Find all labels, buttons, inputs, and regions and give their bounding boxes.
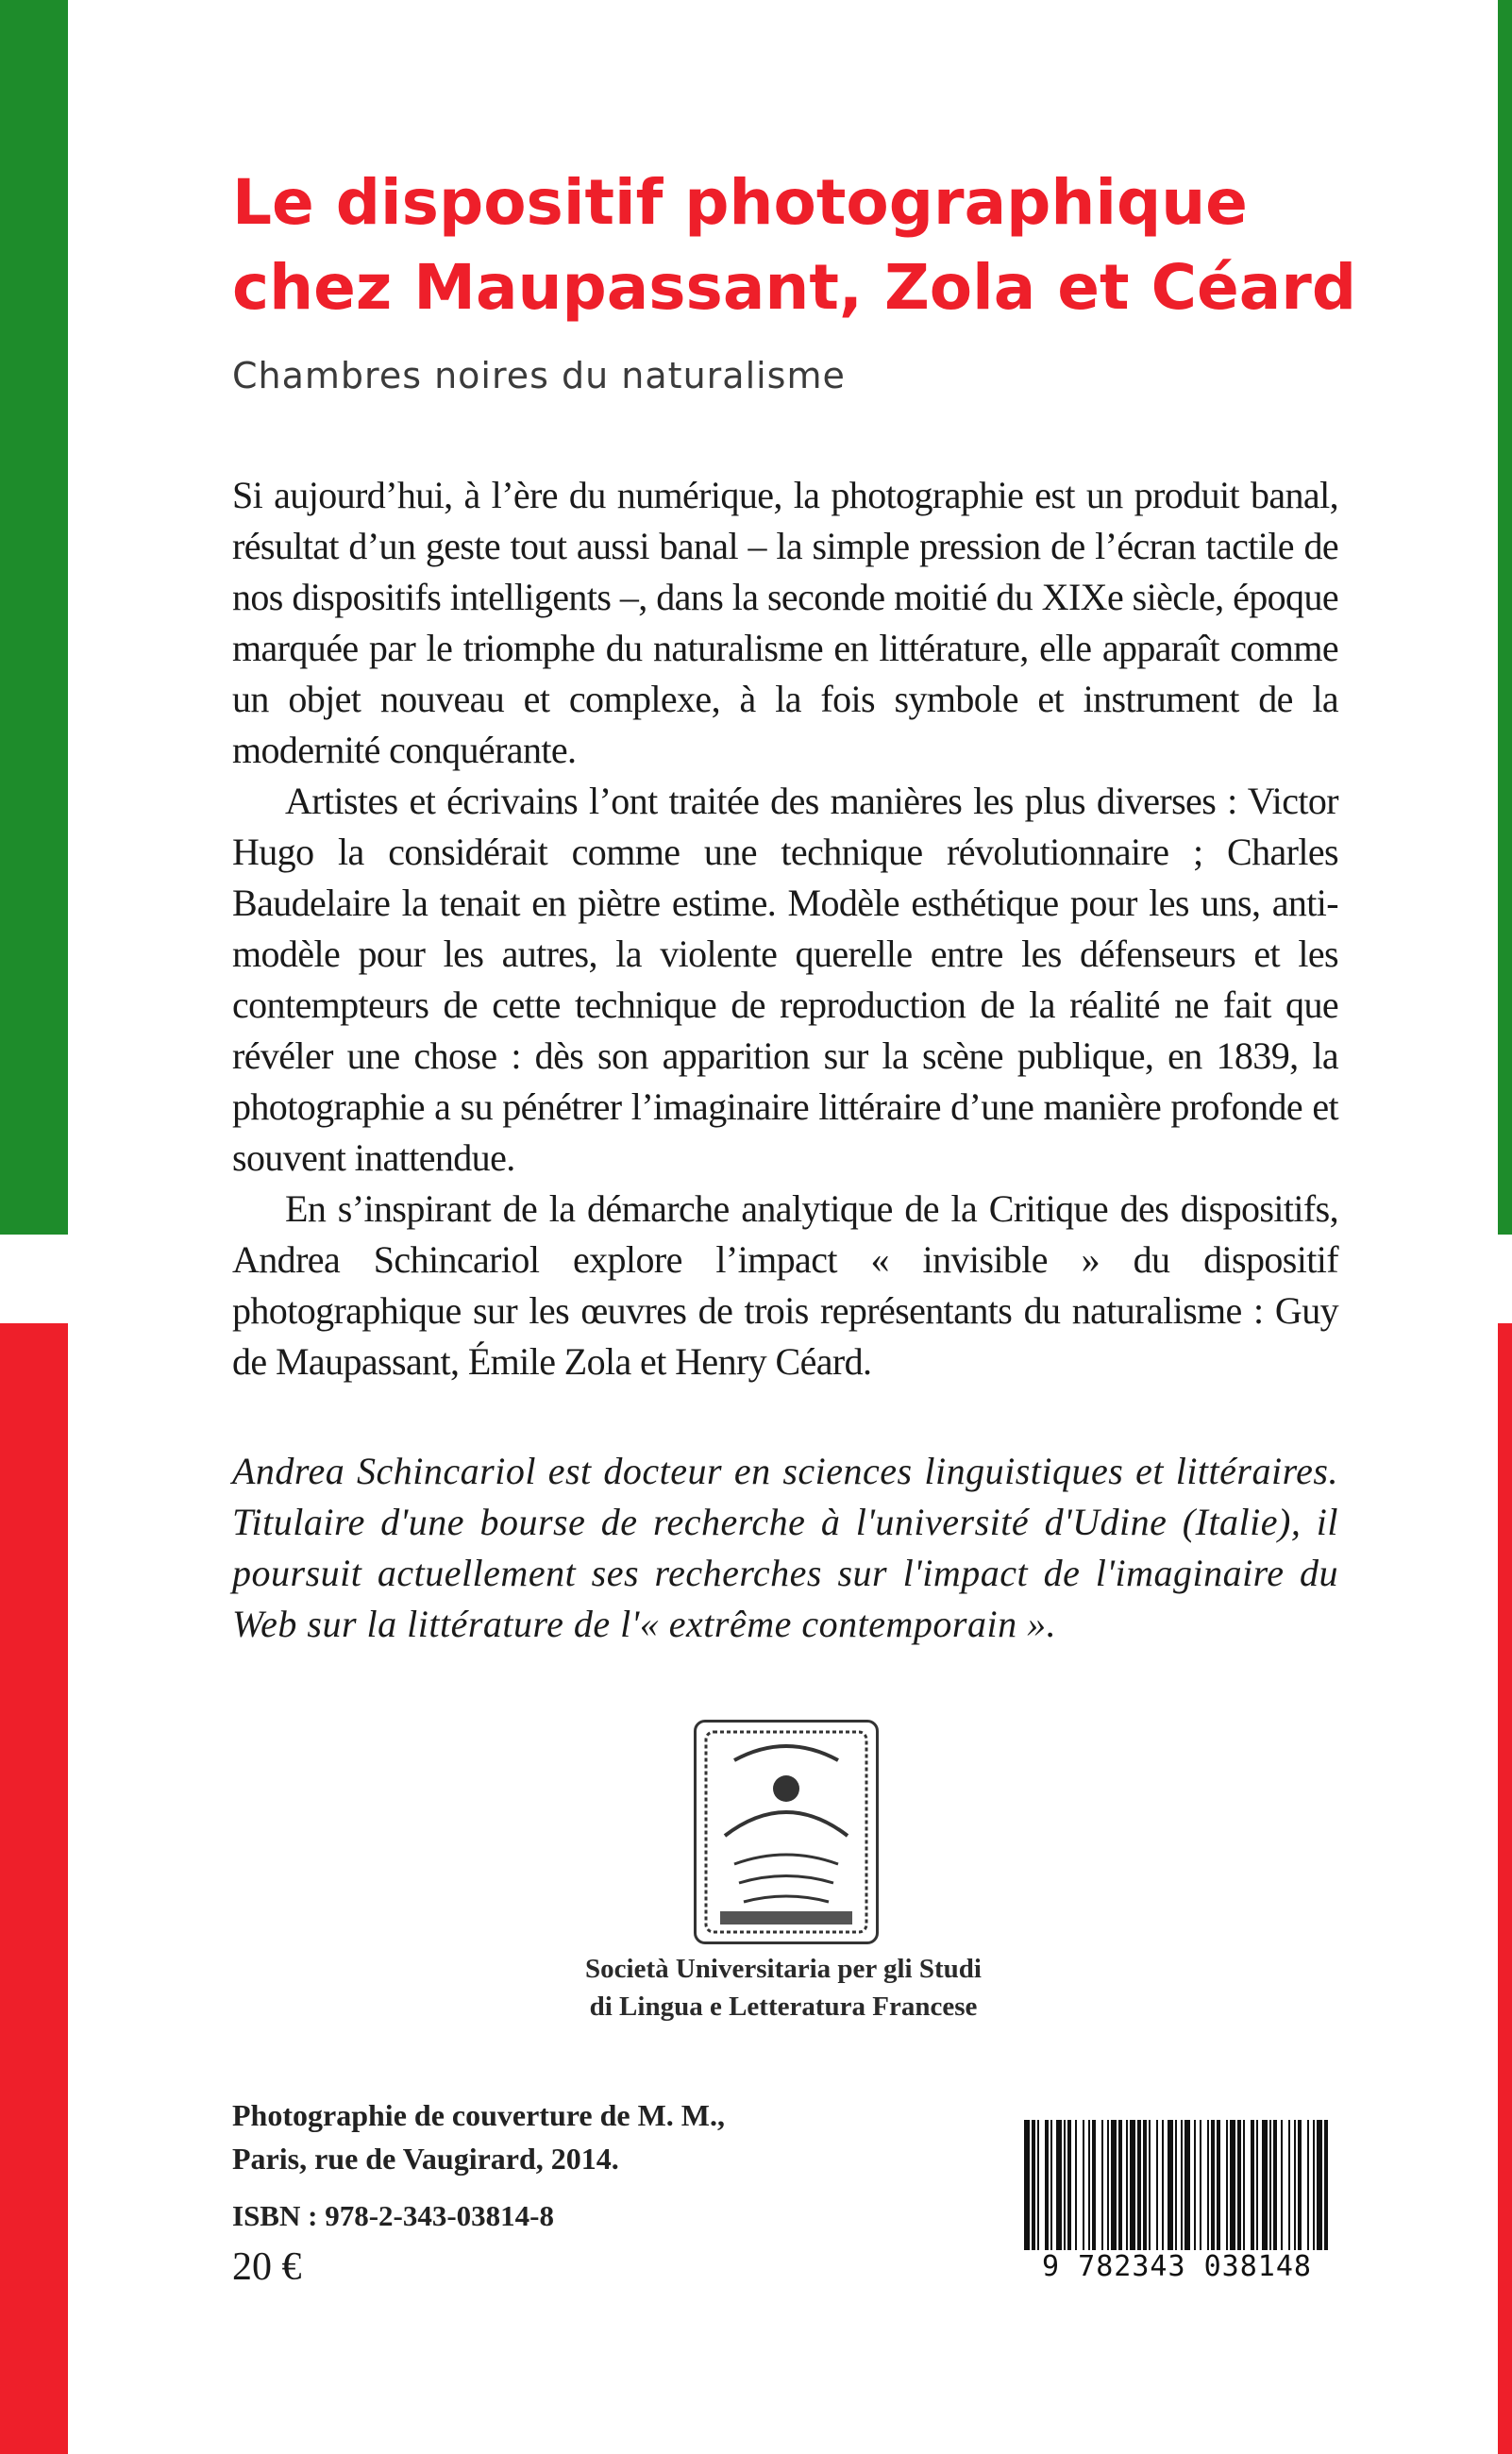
publisher-seal-logo <box>694 1720 879 1944</box>
title-line: chez Maupassant, Zola et Céard <box>232 251 1357 324</box>
price: 20 € <box>232 2245 302 2289</box>
blurb <box>232 470 1338 1387</box>
book-subtitle: Chambres noires du naturalisme <box>232 355 846 396</box>
credit-line: Photographie de couverture de M. M., <box>232 2098 725 2132</box>
left-red-band <box>0 1323 68 2454</box>
publisher-line: Società Universitaria per gli Studi <box>585 1954 982 1984</box>
credit-line: Paris, rue de Vaugirard, 2014. <box>232 2142 619 2176</box>
left-green-band <box>0 0 68 1235</box>
barcode-number: 9 782343 038148 <box>1042 2250 1312 2283</box>
isbn: ISBN : 978-2-343-03814-8 <box>232 2199 554 2232</box>
blurb-paragraph: Si aujourd’hui, à l’ère du numérique, la photographie est un produit banal, résultat d’un geste tout aussi banal – la simple pression de l’écran tactile de nos dispositifs intelligents –, dans la seconde moitié du XIXe siècle, époque marquée par le triomphe du naturalisme en littérature, elle apparaît comme un objet nouveau et complexe, à la fois symbole et instrument de la modernité conquérante. <box>232 474 1338 771</box>
publisher-line: di Lingua e Letteratura Francese <box>589 1992 978 2022</box>
book-title <box>232 160 1357 330</box>
title-line: Le dispositif photographique <box>232 166 1248 239</box>
right-red-band <box>1498 1323 1512 2454</box>
blurb-paragraph: Artistes et écrivains l’ont traitée des manières les plus diverses : Victor Hugo la considérait comme une technique révolutionnaire ; Charles Baudelaire la tenait en piètre estime. Modèle esthétique pour les uns, anti-modèle pour les autres, la violente querelle entre les défenseurs et les contempteurs de cette technique de reproduction de la réalité ne fait que révéler une chose : dès son apparition sur la scène publique, en 1839, la photographie a su pénétrer l’imaginaire littéraire d’une manière profonde et souvent inattendue. <box>232 780 1338 1179</box>
blurb-paragraph: En s’inspirant de la démarche analytique de la Critique des dispositifs, Andrea Schincariol explore l’impact « invisible » du dispositif photographique sur les œuvres de trois représentants du naturalisme : Guy de Maupassant, Émile Zola et Henry Céard. <box>232 1187 1338 1383</box>
publisher-name <box>491 1950 1076 2025</box>
seal-emblem-icon <box>697 1723 876 1941</box>
right-green-band <box>1498 0 1512 1235</box>
barcode-icon <box>1024 2120 1331 2250</box>
author-bio: Andrea Schincariol est docteur en sciences linguistiques et littéraires. Titulaire d'une bourse de recherche à l'université d'Udine (Italie), il poursuit actuellement ses recherches sur l'impact de l'imaginaire du Web sur la littérature de l'« extrême contemporain ». <box>232 1450 1338 1645</box>
